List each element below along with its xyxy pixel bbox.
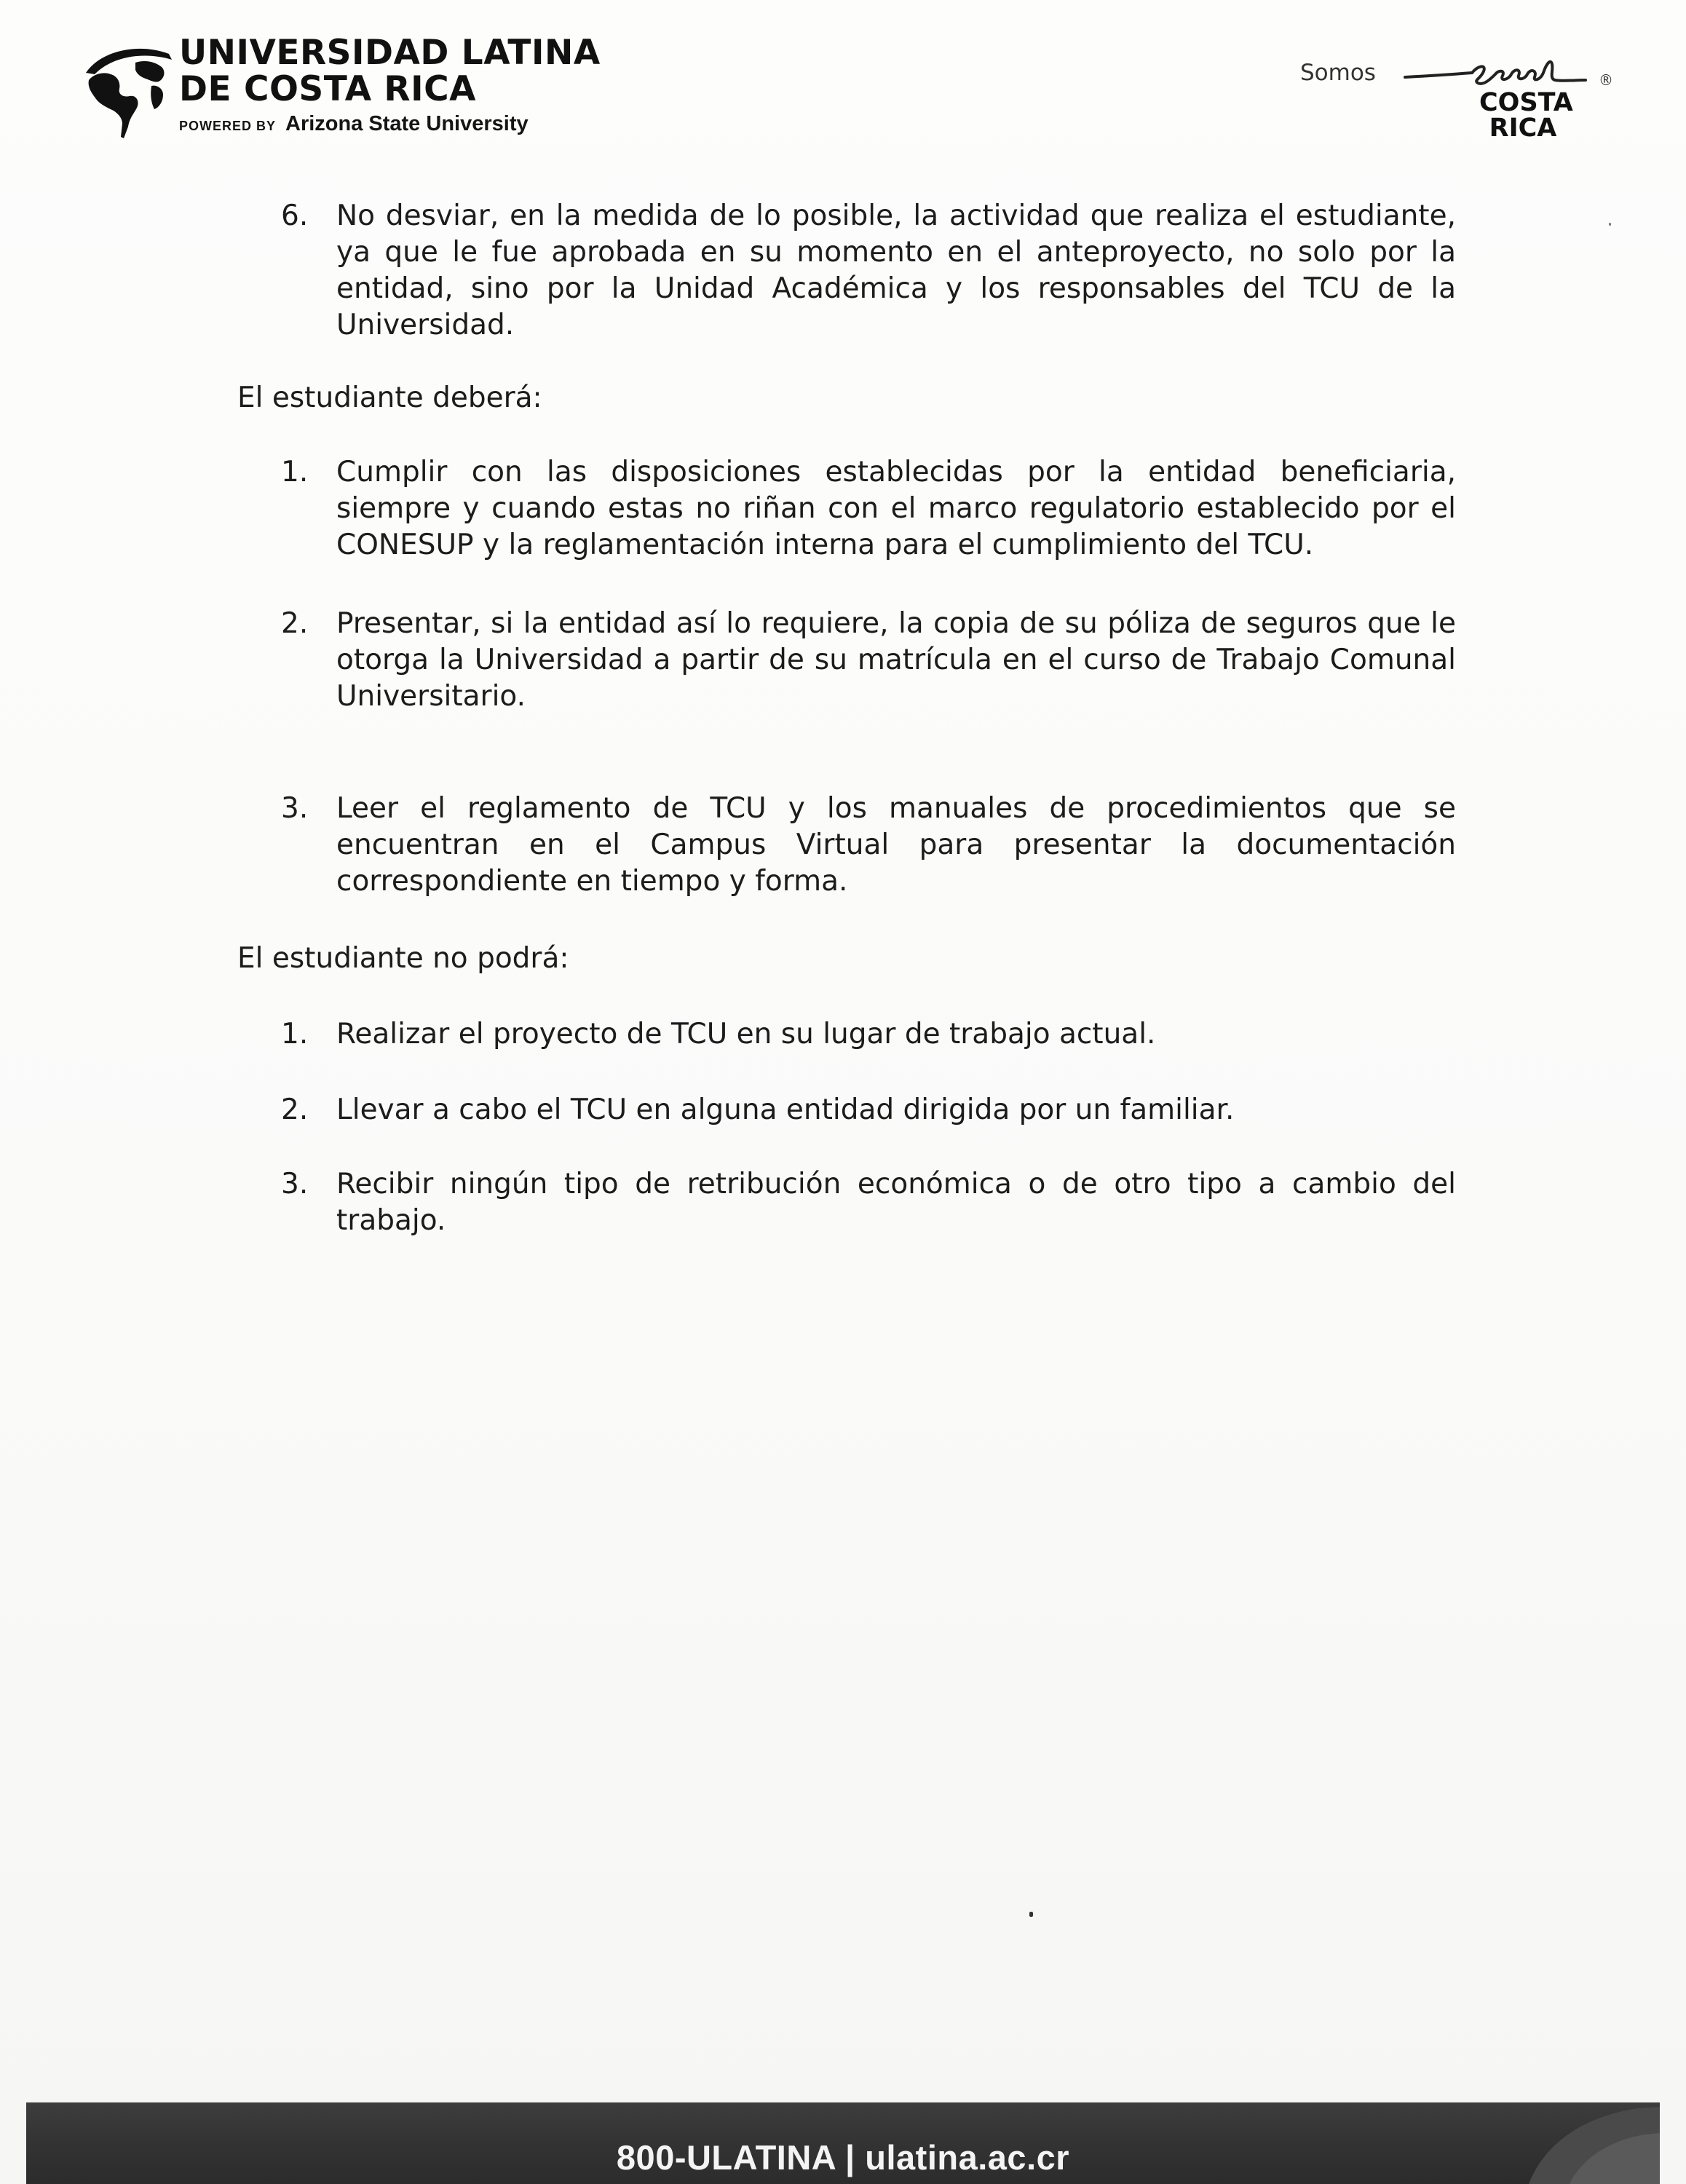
list-item-no-podra-3 <box>281 1166 1456 1239</box>
registered-mark: ® <box>1599 71 1613 89</box>
rica-word: RICA <box>1489 114 1557 143</box>
somos-word: Somos <box>1300 60 1376 86</box>
list-number: 6. <box>281 199 309 232</box>
list-item-debera-3 <box>281 791 1456 900</box>
list-number: 2. <box>281 1093 309 1126</box>
list-text: Presentar, si la entidad así lo requiere, la copia de su póliza de seguros que le otorga la Universidad a partir de su matrícula en el curso de Trabajo Comunal Universitario. <box>336 607 1456 713</box>
heading-estudiante-debera: El estudiante deberá: <box>237 381 542 414</box>
list-number: 2. <box>281 607 309 640</box>
powered-by-line <box>179 112 645 136</box>
list-text: Llevar a cabo el TCU en alguna entidad dirigida por un familiar. <box>336 1093 1235 1126</box>
list-item-no-podra-2 <box>281 1092 1456 1128</box>
university-logo <box>79 35 632 144</box>
list-text: No desviar, en la medida de lo posible, la actividad que realiza el estudiante, ya que le fue aprobada en su momento en el anteproyecto, no solo por la entidad, sino por la Unidad Académica y los responsables del TCU de la Universidad. <box>336 199 1456 341</box>
university-name-line1: UNIVERSIDAD LATINA <box>179 33 601 73</box>
heading-estudiante-no-podra: El estudiante no podrá: <box>237 942 569 975</box>
list-item-debera-1 <box>281 454 1456 563</box>
globe-icon <box>79 38 175 140</box>
university-name <box>179 35 645 136</box>
list-text: Realizar el proyecto de TCU en su lugar de trabajo actual. <box>336 1018 1156 1051</box>
scan-speck <box>1029 1912 1033 1917</box>
university-name-line2: DE COSTA RICA <box>179 69 476 109</box>
costa-rica-wordmark <box>1479 88 1573 143</box>
esencial-costa-rica-logo <box>1300 48 1613 150</box>
list-item-debera-2 <box>281 606 1456 715</box>
list-text: Cumplir con las disposiciones establecidas por la entidad beneficiaria, siempre y cuando estas no riñan con el marco regulatorio establecido por el CONESUP y la reglamentación interna para el cumplimiento del TCU. <box>336 456 1456 561</box>
scan-speck <box>1609 223 1611 226</box>
footer-bar <box>26 2102 1660 2184</box>
list-item-continued-6 <box>281 198 1456 344</box>
powered-by-prefix: POWERED BY <box>179 119 277 133</box>
list-number: 1. <box>281 1018 309 1051</box>
list-text: Recibir ningún tipo de retribución económica o de otro tipo a cambio del trabajo. <box>336 1168 1456 1237</box>
list-text: Leer el reglamento de TCU y los manuales de procedimientos que se encuentran en el Campus Virtual para presentar la documentación correspondiente en tiempo y forma. <box>336 792 1456 898</box>
esencial-script-mark <box>1402 48 1591 92</box>
list-number: 1. <box>281 456 309 488</box>
costa-word: COSTA <box>1479 88 1573 117</box>
list-item-no-podra-1 <box>281 1016 1456 1053</box>
list-number: 3. <box>281 792 309 825</box>
powered-by-name: Arizona State University <box>285 112 529 135</box>
footer-contact: 800-ULATINA | ulatina.ac.cr <box>616 2138 1070 2177</box>
list-number: 3. <box>281 1168 309 1200</box>
